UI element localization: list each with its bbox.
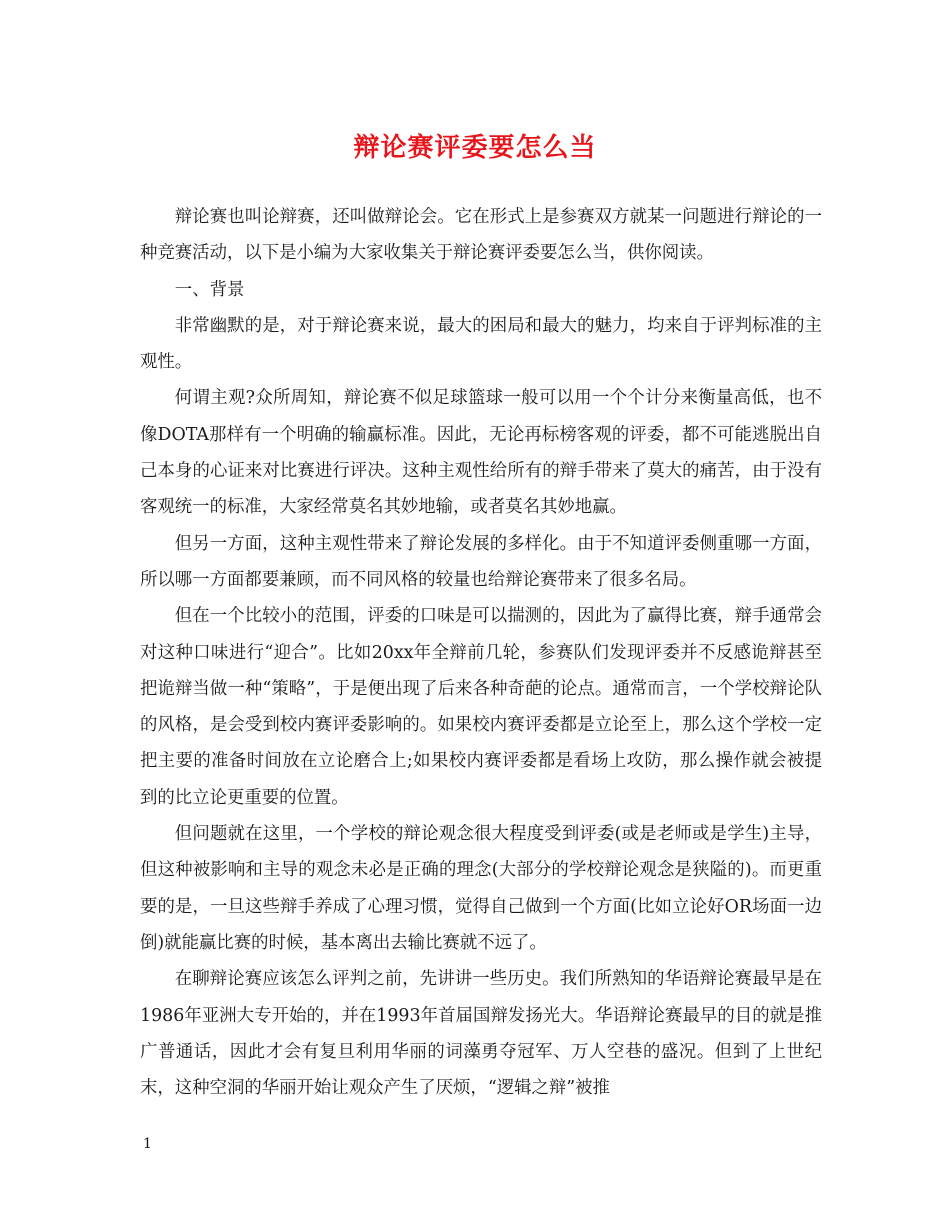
page-title: 辩论赛评委要怎么当 bbox=[353, 133, 597, 163]
paragraph: 何谓主观?众所周知，辩论赛不似足球篮球一般可以用一个个计分来衡量高低，也不像DOTA那样有一个明确的输赢标准。因此，无论再标榜客观的评委，都不可能逃脱出自己本身的心证来对比赛进行评决。这种主观性给所有的辩手带来了莫大的痛苦，由于没有客观统一的标准，大家经常莫名其妙地输，或者莫名其妙地赢。 bbox=[140, 388, 822, 518]
paragraph: 非常幽默的是，对于辩论赛来说，最大的困局和最大的魅力，均来自于评判标准的主观性。 bbox=[140, 315, 822, 373]
section-heading-background: 一、背景 bbox=[174, 279, 245, 300]
paragraph: 在聊辩论赛应该怎么评判之前，先讲讲一些历史。我们所熟知的华语辩论赛最早是在1986年亚洲大专开始的，并在1993年首届国辩发扬光大。华语辩论赛最早的目的就是推广普通话，因此才会有复旦利用华丽的词藻勇夺冠军、万人空巷的盛况。但到了上世纪末，这种空洞的华丽开始让观众产生了厌烦，“逻辑之辩”被推 bbox=[140, 969, 822, 1099]
document-body bbox=[140, 199, 822, 1106]
paragraph: 但问题就在这里，一个学校的辩论观念很大程度受到评委(或是老师或是学生)主导，但这种被影响和主导的观念未必是正确的理念(大部分的学校辩论观念是狭隘的)。而更重要的是，一旦这些辩手养成了心理习惯，觉得自己做到一个方面(比如立论好OR场面一边倒)就能赢比赛的时候，基本离出去输比赛就不远了。 bbox=[140, 824, 822, 953]
page-number: 1 bbox=[143, 1136, 152, 1152]
paragraph: 但另一方面，这种主观性带来了辩论发展的多样化。由于不知道评委侧重哪一方面，所以哪一方面都要兼顾，而不同风格的较量也给辩论赛带来了很多名局。 bbox=[140, 533, 822, 590]
paragraph-intro: 辩论赛也叫论辩赛，还叫做辩论会。它在形式上是参赛双方就某一问题进行辩论的一种竞赛活动，以下是小编为大家收集关于辩论赛评委要怎么当，供你阅读。 bbox=[140, 207, 822, 264]
paragraph: 但在一个比较小的范围，评委的口味是可以揣测的，因此为了赢得比赛，辩手通常会对这种口味进行“迎合”。比如20xx年全辩前几轮，参赛队们发现评委并不反感诡辩甚至把诡辩当做一种“策略”，于是便出现了后来各种奇葩的论点。通常而言，一个学校辩论队的风格，是会受到校内赛评委影响的。如果校内赛评委都是立论至上，那么这个学校一定把主要的准备时间放在立论磨合上;如果校内赛评委都是看场上攻防，那么操作就会被提到的比立论更重要的位置。 bbox=[140, 606, 822, 808]
